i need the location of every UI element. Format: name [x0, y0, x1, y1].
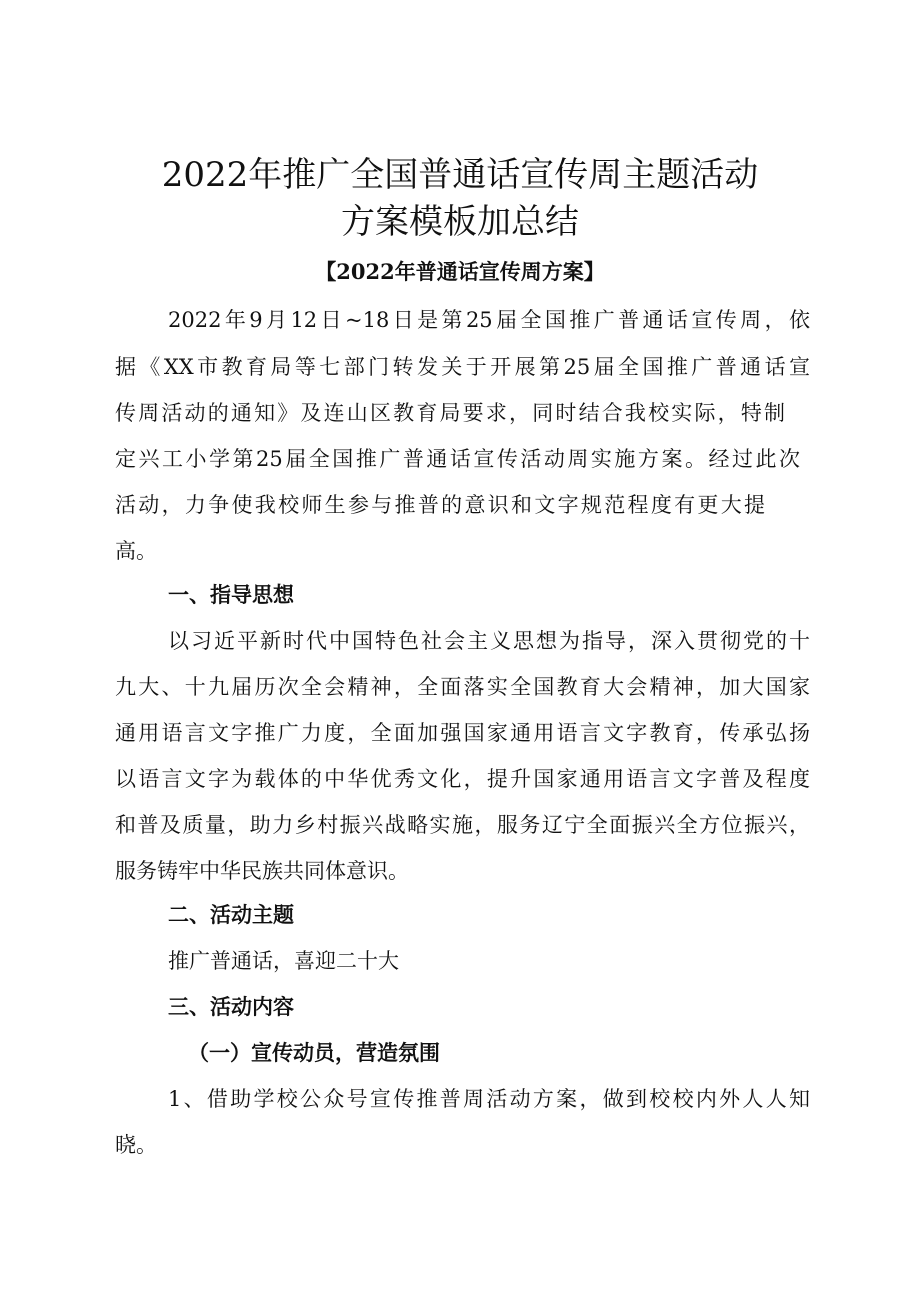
section-2-body: 推广普通话，喜迎二十大 — [168, 949, 399, 973]
intro-line-2: 据《XX市教育局等七部门转发关于开展第25届全国推广普通话宣 — [115, 355, 810, 379]
intro-line-6: 高。 — [115, 539, 157, 563]
intro-line-3: 传周活动的通知》及连山区教育局要求，同时结合我校实际，特制 — [115, 401, 785, 425]
intro-line-4: 定兴工小学第25届全国推广普通话宣传活动周实施方案。经过此次 — [115, 447, 800, 471]
document-title-line-2: 方案模板加总结 — [341, 202, 579, 242]
section-1-line-5: 和普及质量，助力乡村振兴战略实施，服务辽宁全面振兴全方位振兴， — [115, 813, 810, 837]
document-subtitle: 【2022年普通话宣传周方案】 — [315, 259, 605, 284]
section-1-line-4: 以语言文字为载体的中华优秀文化，提升国家通用语言文字普及程度 — [115, 767, 810, 791]
section-1-line-3: 通用语言文字推广力度，全面加强国家通用语言文字教育，传承弘扬 — [115, 721, 810, 745]
section-3-item-1-line-2: 晓。 — [115, 1133, 157, 1157]
intro-line-5: 活动，力争使我校师生参与推普的意识和文字规范程度有更大提 — [115, 493, 765, 517]
document-title-line-1: 2022年推广全国普通话宣传周主题活动 — [161, 155, 759, 195]
section-3-subheading-1: （一）宣传动员，营造氛围 — [188, 1040, 440, 1065]
section-3-item-1-line-1: 1、借助学校公众号宣传推普周活动方案，做到校校内外人人知 — [168, 1087, 810, 1111]
section-1-line-2: 九大、十九届历次全会精神，全面落实全国教育大会精神，加大国家 — [115, 675, 810, 699]
section-2-heading: 二、活动主题 — [168, 902, 294, 927]
section-1-line-6: 服务铸牢中华民族共同体意识。 — [115, 859, 409, 883]
intro-line-1: 2022年9月12日~18日是第25届全国推广普通话宣传周，依 — [168, 308, 810, 332]
section-1-heading: 一、指导思想 — [168, 582, 294, 607]
section-3-heading: 三、活动内容 — [168, 994, 294, 1019]
section-1-line-1: 以习近平新时代中国特色社会主义思想为指导，深入贯彻党的十 — [168, 629, 810, 653]
